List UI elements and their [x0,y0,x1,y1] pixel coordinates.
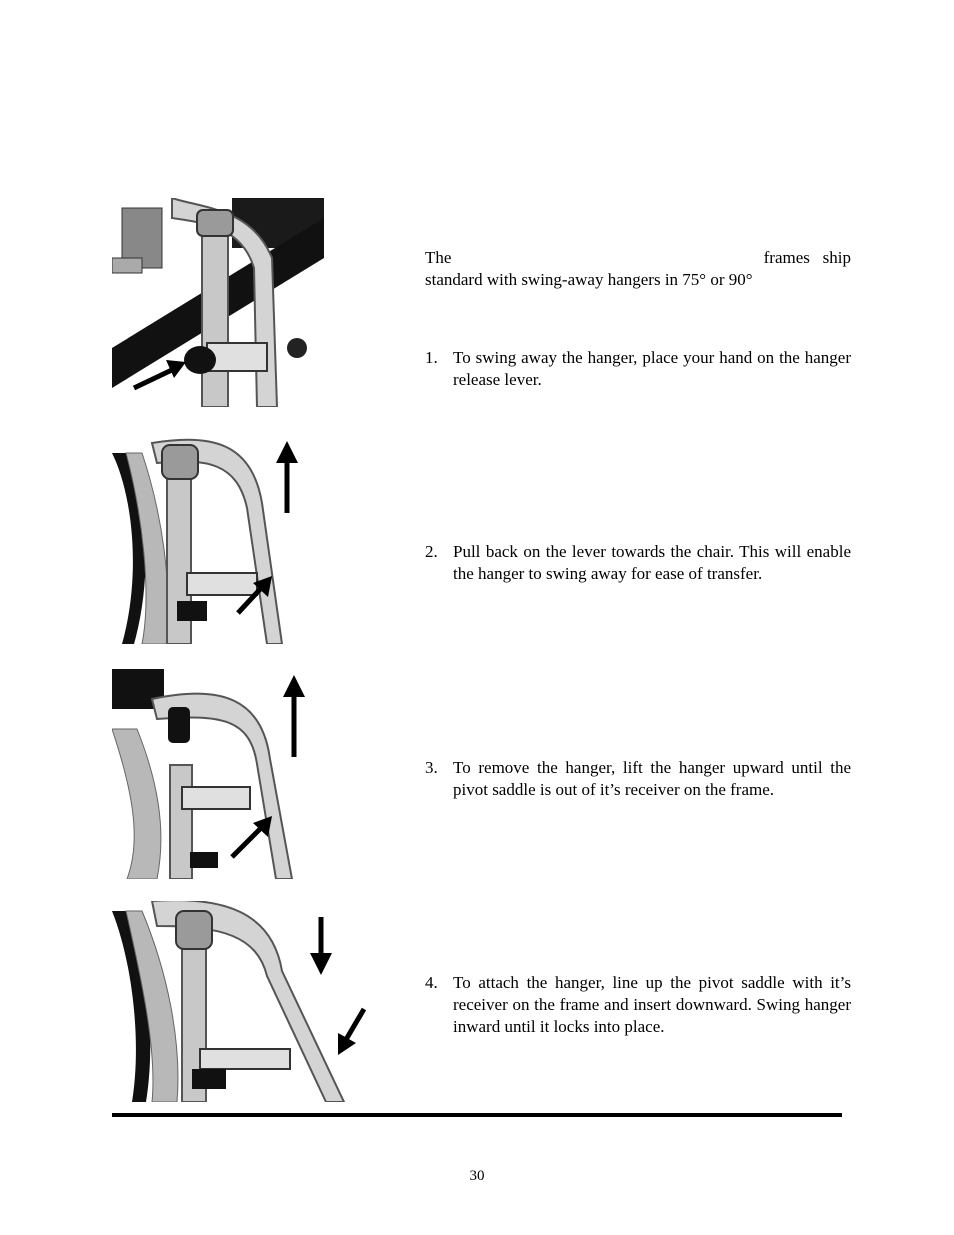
step-number: 3. [425,758,438,777]
photo-lift-hanger-upward [112,669,311,879]
photo-attach-hanger [112,901,369,1102]
footer-rule [112,1113,842,1117]
page-number: 30 [469,1168,485,1184]
intro-paragraph [425,247,851,291]
intro-word-frames: frames [763,248,810,267]
intro-right-words [764,247,851,269]
step-text: To remove the hanger, lift the hanger upward until the pivot saddle is out of it’s receiver on the frame. [453,758,851,799]
step-2 [425,541,851,585]
step-text: To attach the hanger, line up the pivot saddle with it’s receiver on the frame and insert downward. Swing hanger inward until it locks into place. [453,973,851,1036]
step-number: 1. [425,348,438,367]
intro-line-1 [425,247,851,269]
step-4 [425,972,851,1038]
step-text: Pull back on the lever towards the chair. This will enable the hanger to swing away for ease of transfer. [453,542,851,583]
photo-hanger-release-lever [112,198,324,407]
step-3 [425,757,851,801]
photo-pull-back-lever [112,433,310,644]
intro-word-the: The [425,248,452,267]
intro-word-ship: ship [822,248,851,267]
step-text: To swing away the hanger, place your hand on the hanger release lever. [453,348,851,389]
step-number: 4. [425,973,438,992]
intro-line-2: standard with swing-away hangers in 75° or 90° [425,270,753,289]
step-number: 2. [425,542,438,561]
step-1 [425,347,851,391]
